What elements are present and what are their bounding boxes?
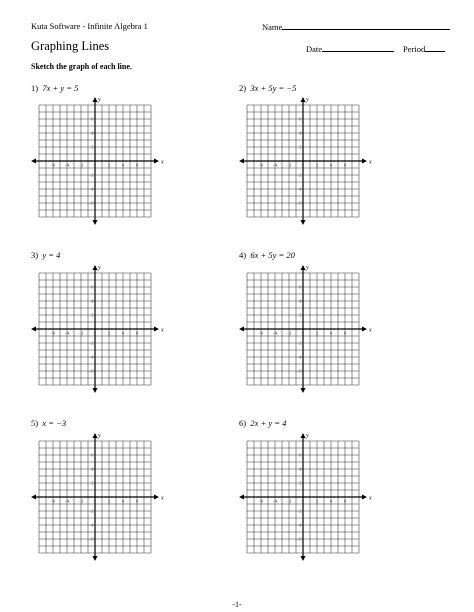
problem-4-label [239,250,295,260]
problem-3-label [31,250,60,260]
y-tick-label: −6 [89,536,94,542]
instructions: Sketch the graph of each line. [31,62,132,71]
x-axis-left-arrow-icon [239,327,244,332]
y-tick-label: 4 [299,298,302,304]
x-tick-label: 6 [343,162,347,168]
date-field[interactable] [306,43,394,54]
y-tick-label: −4 [297,354,302,360]
problem-4-number: 4) [239,250,247,260]
x-axis-label: x [161,495,164,502]
name-label: Name [262,22,283,32]
problem-4-equation: 6x + 5y = 20 [250,250,295,260]
problem-5-label [31,418,66,428]
y-axis-down-arrow-icon [301,388,306,393]
x-tick-label: −4 [64,330,70,336]
y-tick-label: −6 [297,200,302,206]
x-tick-label: −2 [286,330,292,336]
y-tick-label: 6 [299,284,302,290]
x-tick-label: 2 [315,330,319,336]
x-axis-right-arrow-icon [362,159,367,164]
x-tick-label: −2 [78,330,84,336]
y-tick-label: −2 [89,508,94,514]
x-tick-label: −6 [258,330,264,336]
y-tick-label: 4 [91,130,94,136]
x-tick-label: −4 [272,330,278,336]
name-line [282,21,450,30]
problem-5-number: 5) [31,418,39,428]
coordinate-grid-2[interactable] [247,97,372,217]
x-tick-label: −2 [78,498,84,504]
x-axis-label: x [161,159,164,166]
x-tick-label: −6 [50,162,56,168]
x-tick-label: 6 [343,330,347,336]
page-number: -1- [232,600,242,609]
coordinate-grid-1[interactable] [39,97,164,217]
y-tick-label: −2 [297,508,302,514]
period-label: Period [403,44,426,54]
x-tick-label: 4 [121,498,125,504]
y-axis-label: y [98,265,101,271]
x-tick-label: 6 [135,162,139,168]
problem-2-number: 2) [239,83,247,93]
x-tick-label: 2 [315,498,319,504]
source-header: Kuta Software - Infinite Algebra 1 [31,21,148,31]
y-axis-up-arrow-icon [93,97,98,102]
x-axis-left-arrow-icon [239,495,244,500]
y-tick-label: 2 [91,480,94,486]
problem-3-number: 3) [31,250,39,260]
y-tick-label: −4 [89,522,94,528]
y-axis-down-arrow-icon [301,220,306,225]
x-axis-right-arrow-icon [154,159,159,164]
y-axis-label: y [98,97,101,103]
x-axis-left-arrow-icon [239,159,244,164]
y-tick-label: 4 [299,466,302,472]
y-tick-label: −2 [89,340,94,346]
problem-1-number: 1) [31,83,39,93]
coordinate-grid-3[interactable] [39,265,164,385]
y-tick-label: −6 [89,368,94,374]
y-tick-label: −6 [89,200,94,206]
period-line [425,43,445,52]
y-axis-down-arrow-icon [93,388,98,393]
x-tick-label: −4 [272,498,278,504]
x-tick-label: 4 [329,498,333,504]
y-tick-label: 2 [91,312,94,318]
y-axis-up-arrow-icon [301,97,306,102]
problem-6-number: 6) [239,418,247,428]
name-field[interactable] [262,21,450,32]
x-axis-right-arrow-icon [362,327,367,332]
x-axis-left-arrow-icon [31,159,36,164]
y-tick-label: −2 [297,172,302,178]
y-tick-label: 2 [91,144,94,150]
x-axis-left-arrow-icon [31,495,36,500]
page-title: Graphing Lines [31,39,110,53]
y-tick-label: 2 [299,480,302,486]
x-tick-label: 4 [121,330,125,336]
x-axis-label: x [369,327,372,334]
x-tick-label: −6 [50,498,56,504]
x-tick-label: 2 [107,498,111,504]
x-tick-label: 6 [135,330,139,336]
x-axis-left-arrow-icon [31,327,36,332]
y-tick-label: −2 [89,172,94,178]
x-axis-right-arrow-icon [154,495,159,500]
y-tick-label: −6 [297,368,302,374]
x-tick-label: −6 [258,162,264,168]
x-tick-label: −4 [64,498,70,504]
y-tick-label: −4 [89,354,94,360]
y-tick-label: 4 [91,466,94,472]
problem-2-label [239,83,296,93]
x-tick-label: 2 [315,162,319,168]
x-axis-label: x [369,159,372,166]
date-label: Date [306,44,323,54]
x-tick-label: −6 [258,498,264,504]
period-field[interactable] [403,43,445,54]
x-tick-label: −2 [286,162,292,168]
y-tick-label: −4 [297,186,302,192]
y-axis-up-arrow-icon [93,265,98,270]
y-tick-label: 6 [91,452,94,458]
y-tick-label: 6 [91,116,94,122]
y-tick-label: −4 [89,186,94,192]
x-axis-label: x [369,495,372,502]
y-axis-down-arrow-icon [301,556,306,561]
coordinate-grid-4[interactable] [247,265,372,385]
y-axis-up-arrow-icon [301,433,306,438]
y-tick-label: −2 [297,340,302,346]
y-tick-label: −4 [297,522,302,528]
problem-3-equation: y = 4 [42,250,61,260]
y-tick-label: 4 [299,130,302,136]
y-tick-label: −6 [297,536,302,542]
x-tick-label: 2 [107,330,111,336]
x-tick-label: 4 [121,162,125,168]
y-tick-label: 6 [299,452,302,458]
x-tick-label: 6 [135,498,139,504]
x-tick-label: 4 [329,162,333,168]
y-tick-label: 2 [299,144,302,150]
x-axis-right-arrow-icon [154,327,159,332]
y-axis-label: y [306,433,309,439]
x-tick-label: −2 [286,498,292,504]
x-tick-label: −4 [64,162,70,168]
problem-6-equation: 2x + y = 4 [250,418,287,428]
problem-2-equation: 3x + 5y = −5 [250,83,297,93]
x-tick-label: −6 [50,330,56,336]
y-axis-label: y [98,433,101,439]
y-axis-up-arrow-icon [93,433,98,438]
y-tick-label: 6 [91,284,94,290]
coordinate-grid-6[interactable] [247,433,372,553]
x-tick-label: 2 [107,162,111,168]
y-axis-down-arrow-icon [93,556,98,561]
y-axis-up-arrow-icon [301,265,306,270]
coordinate-grid-5[interactable] [39,433,164,553]
problem-1-label [31,83,78,93]
x-tick-label: −2 [78,162,84,168]
x-tick-label: 4 [329,330,333,336]
x-tick-label: −4 [272,162,278,168]
problem-1-equation: 7x + y = 5 [42,83,79,93]
x-axis-label: x [161,327,164,334]
y-axis-label: y [306,265,309,271]
x-tick-label: 6 [343,498,347,504]
problem-5-equation: x = −3 [42,418,67,428]
y-axis-down-arrow-icon [93,220,98,225]
y-axis-label: y [306,97,309,103]
x-axis-right-arrow-icon [362,495,367,500]
y-tick-label: 4 [91,298,94,304]
y-tick-label: 6 [299,116,302,122]
problem-6-label [239,418,286,428]
date-line [322,43,394,52]
y-tick-label: 2 [299,312,302,318]
